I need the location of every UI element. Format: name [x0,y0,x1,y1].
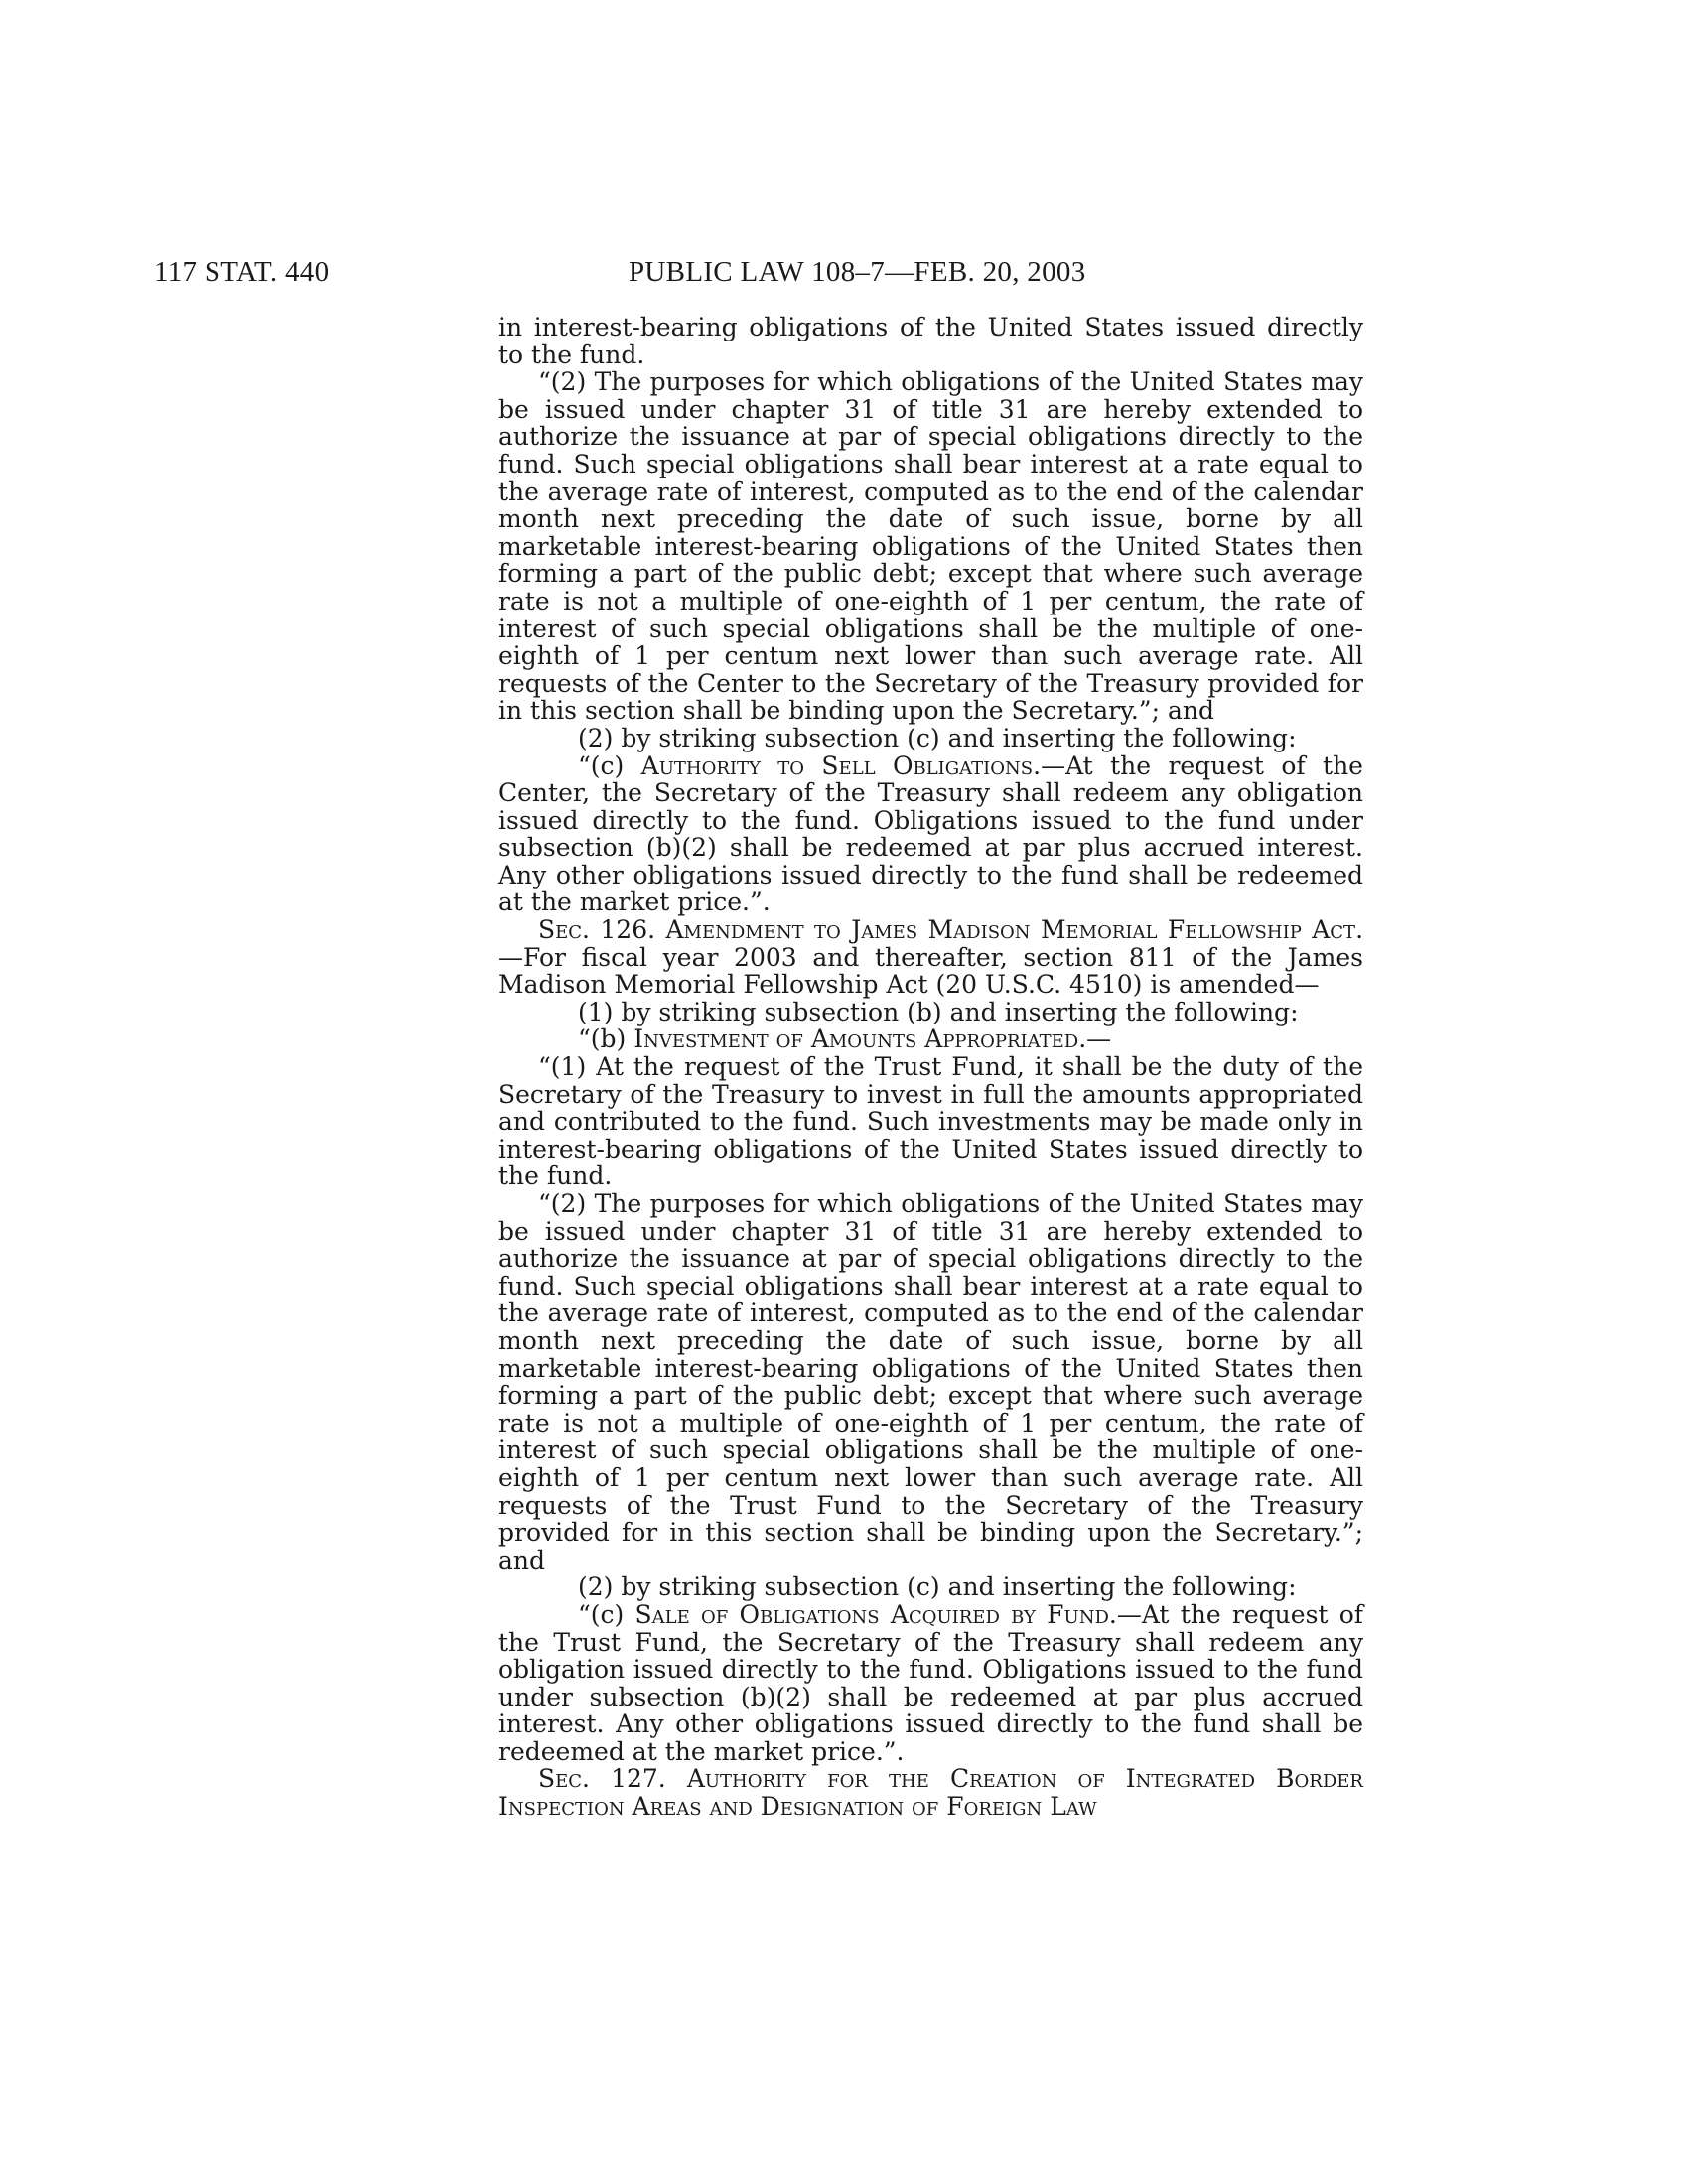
paragraph-strike-subsection-c-2: (2) by striking subsection (c) and inserting the following: [578,1572,1297,1602]
subsection-text: .— [1078,1024,1112,1054]
stat-citation: 117 STAT. 440 [154,256,330,288]
paragraph-investment-heading [498,1025,1363,1053]
page-header [0,250,1688,294]
quote-lead: “(c) [578,751,641,780]
subsection-heading: Investment of Amounts Appropriated [633,1024,1079,1054]
section-label: Sec. 127. [538,1764,666,1794]
paragraph-special-obligations-center: “(2) The purposes for which obligations of the United States may be issued under chapter 31 of title 31 are hereby extended to authorize the issuance at par of special obligations directly to the fund. Such special obligations shall bear interest at a rate equal to the average rate of interest, computed as to the end of the calendar month next preceding the date of such issue, borne by all marketable interest-bearing obligations of the United States then forming a part of the public debt; except that where such average rate is not a multiple of one-eighth of 1 per centum, the rate of interest of such special obligations shall be the multiple of one-eighth of 1 per centum next lower than such average rate. All requests of the Center to the Secretary of the Treasury provided for in this section shall be binding upon the Secretary.”; and [498,367,1363,726]
section-heading: Amendment to James Madison Memorial Fellowship Act [665,915,1356,945]
quote-lead: “(b) [578,1024,634,1054]
paragraph-sale-of-obligations [498,1601,1363,1766]
section-heading: Authority for the Creation of Integrated Border Inspection Areas and Designation of Foreign Law [498,1764,1363,1822]
section-label: Sec. 126. [538,915,656,945]
section-text: .—For fiscal year 2003 and thereafter, section 811 of the James Madison Memorial Fellowship Act (20 U.S.C. 4510) is amended— [498,915,1364,1000]
section-127 [498,1765,1363,1820]
paragraph-special-obligations-trust-fund: “(2) The purposes for which obligations of the United States may be issued under chapter 31 of title 31 are hereby extended to authorize the issuance at par of special obligations directly to the fund. Such special obligations shall bear interest at a rate equal to the average rate of interest, computed as to the end of the calendar month next preceding the date of such issue, borne by all marketable interest-bearing obligations of the United States then forming a part of the public debt; except that where such average rate is not a multiple of one-eighth of 1 per centum, the rate of interest of such special obligations shall be the multiple of one-eighth of 1 per centum next lower than such average rate. All requests of the Trust Fund to the Secretary of the Treasury provided for in this section shall be binding upon the Secretary.”; and [498,1189,1363,1574]
section-126 [498,916,1363,999]
subsection-text: .—At the request of the Trust Fund, the Secretary of the Treasury shall redeem any obligation issued directly to the fund. Obligations issued to the fund under subsection (b)(2) shall be redeemed at par plus accrued interest. Any other obligations issued directly to the fund shall be redeemed at the market price.”. [498,1599,1363,1766]
subsection-heading: Authority to Sell Obligations [640,751,1034,780]
law-title: PUBLIC LAW 108–7—FEB. 20, 2003 [629,256,1086,288]
paragraph-fund-obligations-end: in interest-bearing obligations of the United States issued directly to the fund. [498,313,1363,369]
subsection-heading: Sale of Obligations Acquired by Fund [634,1599,1109,1629]
quote-lead: “(c) [578,1599,635,1629]
paragraph-strike-subsection-b: (1) by striking subsection (b) and inserting the following: [578,997,1299,1026]
paragraph-authority-to-sell [498,752,1363,917]
paragraph-trust-fund-duty: “(1) At the request of the Trust Fund, it shall be the duty of the Secretary of the Treasury to invest in full the amounts appropriated and contributed to the fund. Such investments may be made only in interest-bearing obligations of the United States issued directly to the fund. [498,1052,1363,1191]
subsection-text: .—At the request of the Center, the Secretary of the Treasury shall redeem any obligation issued directly to the fund. Obligations issued to the fund under subsection (b)(2) shall be redeemed at par plus accrued interest. Any other obligations issued directly to the fund shall be redeemed at the market price.”. [498,751,1363,917]
document-body [498,314,1363,1821]
paragraph-strike-subsection-c: (2) by striking subsection (c) and inserting the following: [578,723,1297,752]
